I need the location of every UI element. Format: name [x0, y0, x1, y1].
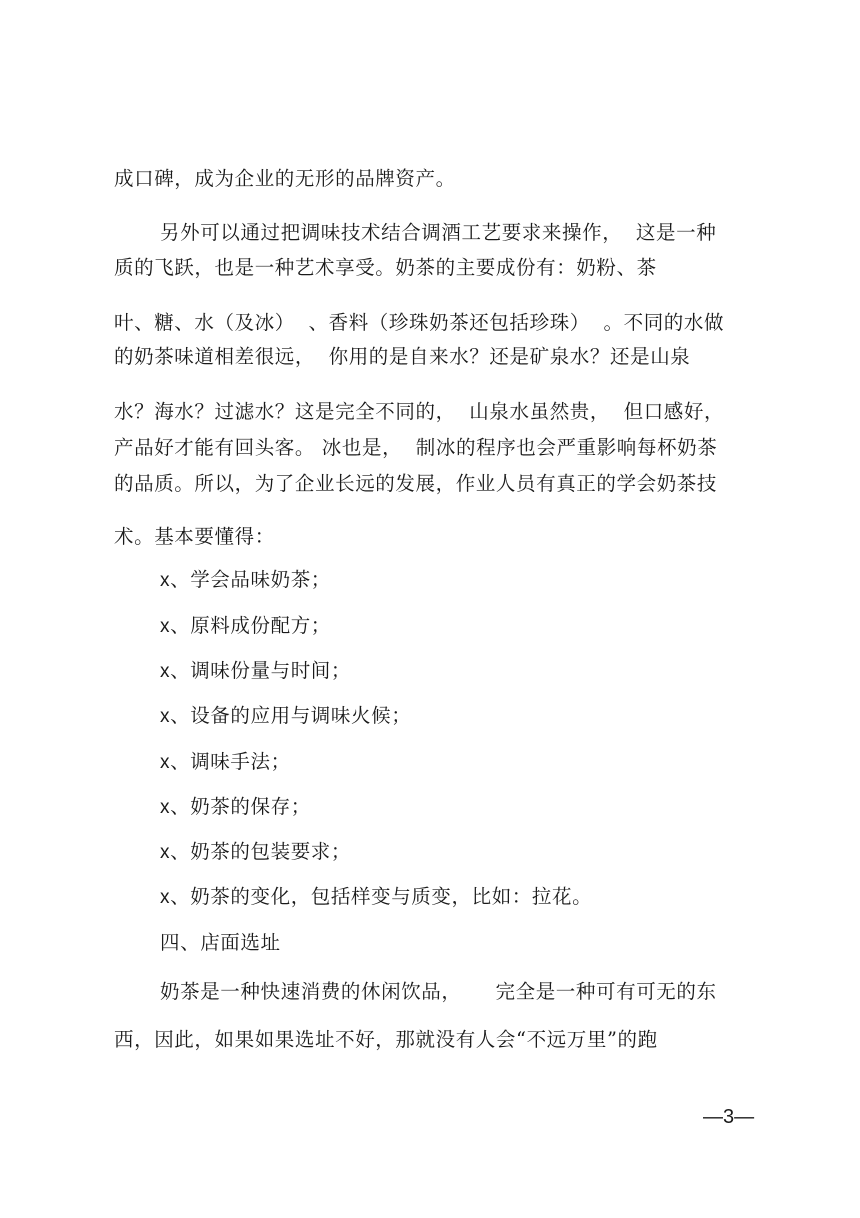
paragraph-line: 水？海水？过滤水？这是完全不同的， 山泉水虽然贵， 但口感好， [114, 400, 725, 423]
list-marker: x [160, 752, 171, 773]
paragraph-line: 叶、糖、水（及冰） 、香料（珍珠奶茶还包括珍珠） 。不同的水做 [114, 311, 725, 334]
list-item [160, 795, 311, 820]
list-item [160, 885, 592, 910]
paragraph-line: 另外可以通过把调味技术结合调酒工艺要求来操作， 这是一种 [160, 221, 717, 244]
list-item [160, 704, 411, 729]
paragraph-line: 奶茶是一种快速消费的休闲饮品， 完全是一种可有可无的东 [160, 980, 717, 1003]
paragraph-line: 的品质。所以，为了企业长远的发展，作业人员有真正的学会奶茶技 [114, 472, 718, 495]
list-marker: x [160, 570, 171, 591]
paragraph-line: 的奶茶味道相差很远， 你用的是自来水？还是矿泉水？还是山泉 [114, 345, 691, 368]
list-marker: x [160, 616, 171, 637]
page-number: —3— [703, 1106, 755, 1128]
list-marker: x [160, 887, 171, 908]
paragraph-line: 成口碑，成为企业的无形的品牌资产。 [114, 167, 456, 190]
list-marker: x [160, 797, 171, 818]
list-item [160, 614, 331, 639]
list-marker: x [160, 706, 171, 727]
list-marker: x [160, 842, 171, 863]
list-item-text: 、学会品味奶茶； [170, 568, 331, 591]
list-item [160, 568, 331, 593]
list-item-text: 、奶茶的包装要求； [170, 840, 352, 863]
list-item [160, 659, 351, 684]
section-heading: 四、店面选址 [160, 931, 281, 954]
paragraph-line: 质的飞跃，也是一种艺术享受。奶茶的主要成份有：奶粉、茶 [114, 256, 657, 279]
list-item-text: 、奶茶的变化，包括样变与质变，比如：拉花。 [170, 885, 593, 908]
list-item-text: 、奶茶的保存； [170, 795, 311, 818]
paragraph-line: 术。基本要懂得： [114, 525, 275, 548]
list-item-text: 、原料成份配方； [170, 614, 331, 637]
list-marker: x [160, 661, 171, 682]
list-item-text: 、调味手法； [170, 750, 291, 773]
paragraph-line: 产品好才能有回头客。 冰也是， 制冰的程序也会严重影响每杯奶茶 [114, 436, 718, 459]
list-item-text: 、设备的应用与调味火候； [170, 704, 412, 727]
list-item [160, 750, 291, 775]
list-item-text: 、调味份量与时间； [170, 659, 352, 682]
paragraph-line: 西，因此，如果如果选址不好，那就没有人会“不远万里”的跑 [114, 1028, 658, 1051]
list-item [160, 840, 351, 865]
